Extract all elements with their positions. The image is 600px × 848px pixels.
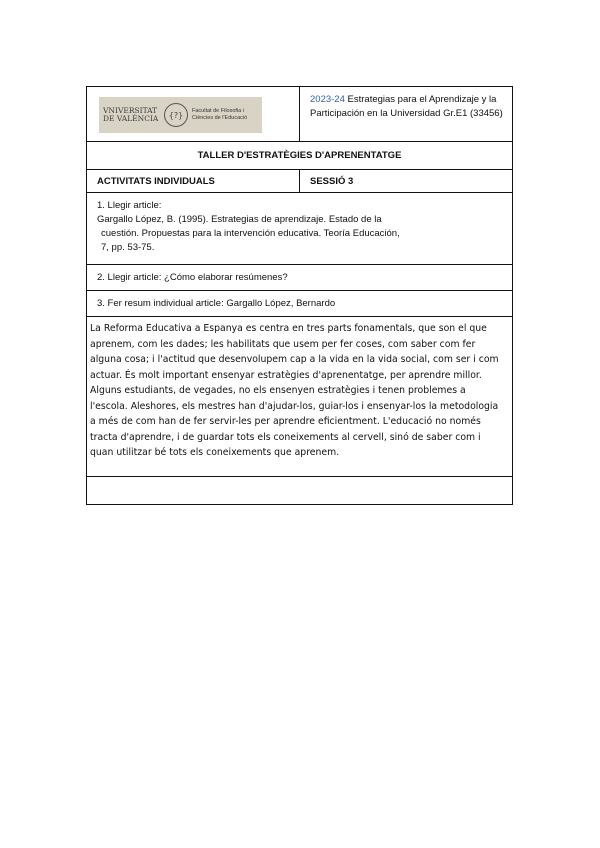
item-write-summary: 3. Fer resum individual article: Gargallo López, Bernardo	[87, 291, 512, 317]
course-year: 2023-24	[310, 94, 345, 105]
faculty-name: Facultat de Filosofia i Ciències de l'Educació	[192, 108, 248, 121]
workshop-title: TALLER D'ESTRATÈGIES D'APRENENTATGE	[87, 142, 512, 170]
course-info	[300, 87, 512, 141]
item1-reference-line2: cuestión. Propuestas para la intervención educativa. Teoría Educación,	[101, 228, 400, 239]
activities-label: ACTIVITATS INDIVIDUALS	[87, 170, 300, 192]
course-title: Estrategias para el Aprendizaje y la Participación en la Universidad Gr.E1 (33456)	[310, 94, 503, 119]
sheet-header	[87, 87, 512, 142]
activity-sheet	[86, 86, 513, 505]
university-name: VNIVERSITAT DE VALÈNCIA	[103, 106, 159, 123]
item-read-article	[87, 193, 512, 265]
logo-cell	[87, 87, 300, 141]
empty-row	[87, 477, 512, 504]
summary-box	[87, 317, 512, 477]
session-label: SESSIÓ 3	[310, 175, 354, 187]
item-read-summaries-article: 2. Llegir article: ¿Cómo elaborar resúmenes?	[87, 265, 512, 291]
item1-reference-line3: 7, pp. 53-75.	[101, 242, 155, 253]
seal-icon: {?}	[164, 103, 188, 127]
item1-reference-line1: Gargallo López, B. (1995). Estrategias de aprendizaje. Estado de la	[97, 214, 382, 225]
university-logo	[99, 97, 262, 133]
activities-row	[87, 170, 512, 193]
summary-text: La Reforma Educativa a Espanya es centra en tres parts fonamentals, que son el que aprenem, com les dades; les habilitats que usem per fer coses, com saber com fer alguna cosa; i l'actitud que desenvolupem cap a la vida en la vida social, com ser i com actuar. És molt important ensenyar estratègies d'aprenentatge, per aprendre millor. Alguns estudiants, de vegades, no els ensenyen estratègies i tenen problemes a l'escola. Aleshores, els mestres han d'ajudar-los, guiar-los i ensenyar-los la metodologia a més de com han de fer servir-les per aprendre eficientment. L'educació no només tracta d'aprendre, i de guardar tots els coneixements al cervell, sinó de saber com i quan utilitzar bé tots els coneixements que aprenem.	[90, 323, 499, 458]
item1-heading: 1. Llegir article:	[97, 200, 162, 211]
